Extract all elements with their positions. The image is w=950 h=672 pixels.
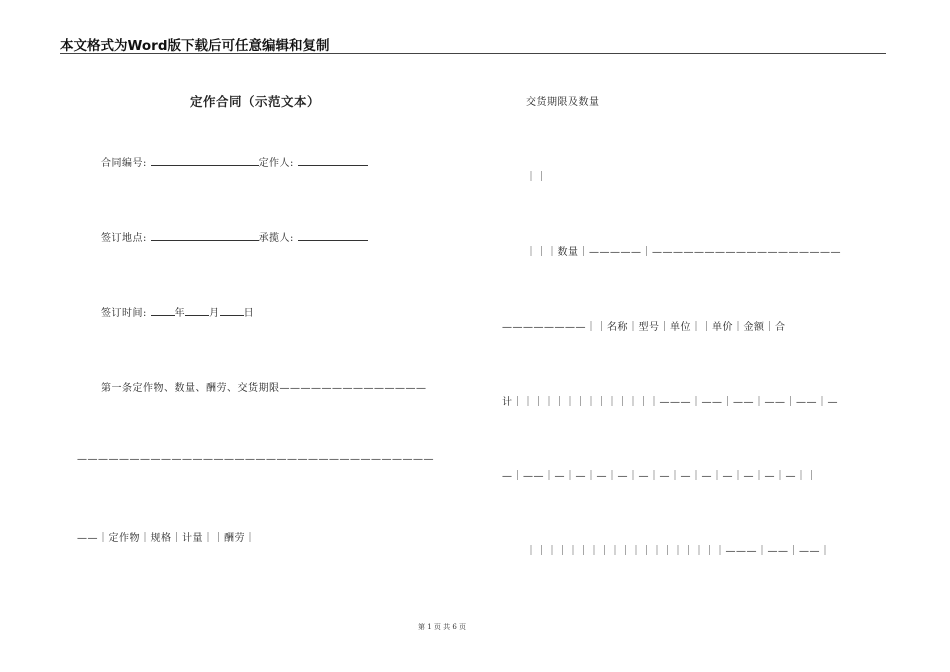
document-title: 定作合同（示范文本） xyxy=(190,94,321,109)
delivery-table-row-1: ｜｜ xyxy=(526,172,547,183)
year-label: 年 xyxy=(174,308,186,319)
contractor-label: 定作人: xyxy=(258,158,294,169)
delivery-table-row-4: 计｜｜｜｜｜｜｜｜｜｜｜｜｜｜———｜——｜——｜——｜——｜— xyxy=(502,397,838,408)
goods-table-header: ——｜定作物｜规格｜计量｜｜酬劳｜ xyxy=(77,533,256,544)
undertaker-label: 承揽人: xyxy=(258,233,294,244)
undertaker-blank xyxy=(298,230,368,241)
sign-place-blank xyxy=(151,230,259,241)
sign-time-label: 签订时间: xyxy=(101,308,147,319)
sign-time-line xyxy=(101,304,254,319)
document-banner: 本文格式为Word版下载后可任意编辑和复制 xyxy=(60,38,330,54)
delivery-table-row-5: —｜——｜—｜—｜—｜—｜—｜—｜—｜—｜—｜—｜—｜—｜｜ xyxy=(502,471,817,482)
page-number-footer: 第 1 页 共 6 页 xyxy=(417,623,467,631)
delivery-table-row-2: ｜｜｜数量｜—————｜—————————————————— xyxy=(526,247,841,258)
dash-separator-line: —————————————————————————————————— xyxy=(77,454,434,465)
year-blank xyxy=(151,305,175,316)
contractor-blank xyxy=(298,155,368,166)
contract-number-label: 合同编号: xyxy=(101,158,147,169)
article-one-heading: 第一条定作物、数量、酬劳、交货期限—————————————— xyxy=(101,383,427,394)
contract-number-line xyxy=(101,154,368,169)
delivery-table-row-6: ｜｜｜｜｜｜｜｜｜｜｜｜｜｜｜｜｜｜｜———｜——｜——｜ xyxy=(526,546,831,557)
delivery-heading: 交货期限及数量 xyxy=(526,97,600,108)
banner-rule xyxy=(60,53,886,54)
day-blank xyxy=(220,305,244,316)
delivery-table-row-3: ————————｜｜名称｜型号｜单位｜｜单价｜金额｜合 xyxy=(502,322,786,333)
sign-place-label: 签订地点: xyxy=(101,233,147,244)
month-label: 月 xyxy=(209,308,220,319)
month-blank xyxy=(185,305,209,316)
contract-number-blank xyxy=(151,155,259,166)
sign-place-line xyxy=(101,229,368,244)
day-label: 日 xyxy=(243,308,255,319)
